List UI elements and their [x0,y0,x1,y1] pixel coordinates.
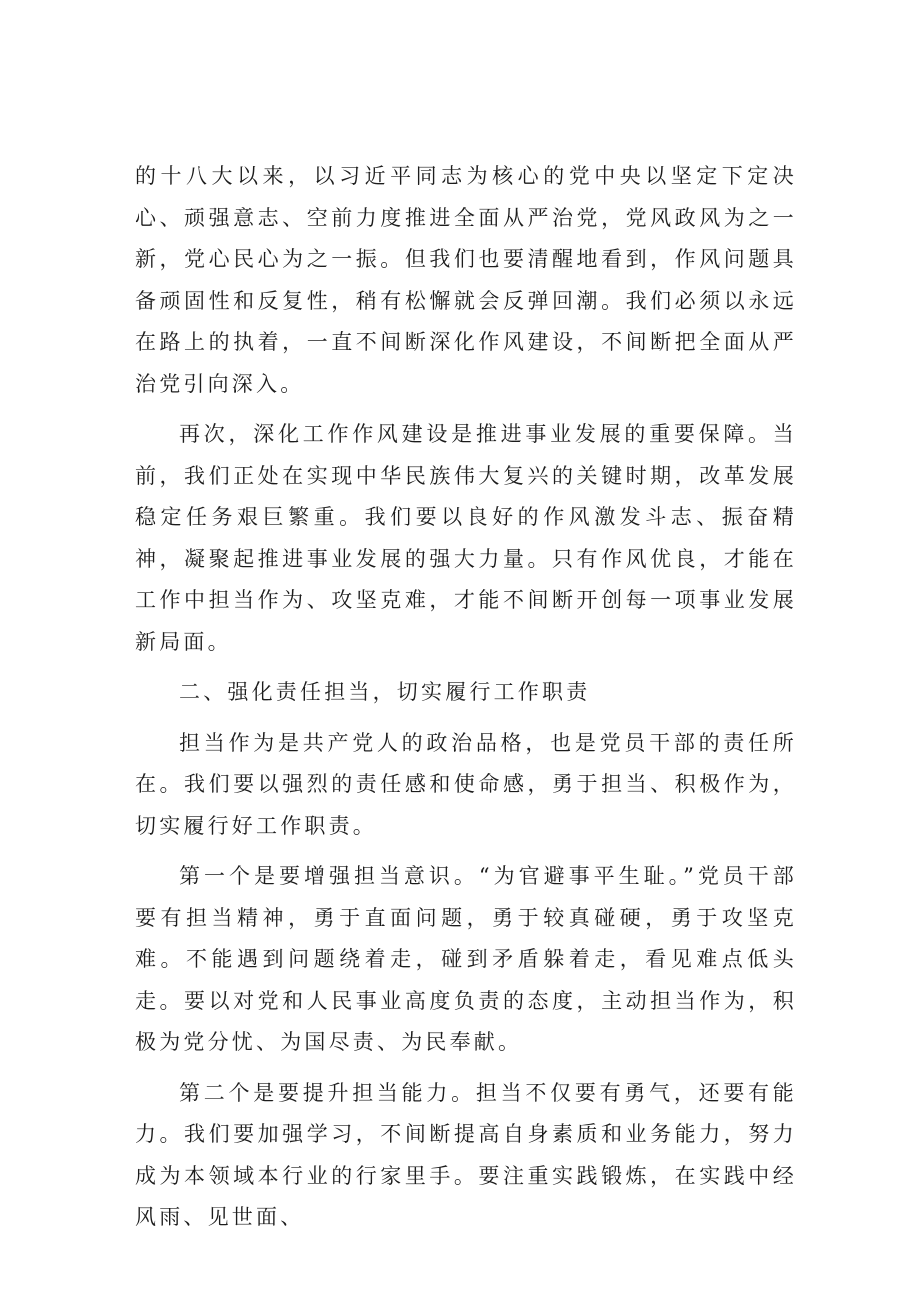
paragraph-continuation: 的十八大以来，以习近平同志为核心的党中央以坚定下定决心、顽强意志、空前力度推进全面从严治党，党风政风为之一新，党心民心为之一振。但我们也要清醒地看到，作风问题具备顽固性和反复性，稍有松懈就会反弹回潮。我们必须以永远在路上的执着，一直不间断深化作风建设，不间断把全面从严治党引向深入。 [135,164,797,396]
paragraph-awareness: 第一个是要增强担当意识。“为官避事平生耻。”党员干部要有担当精神，勇于直面问题，勇于较真碰硬，勇于攻坚克难。不能遇到问题绕着走，碰到矛盾躲着走，看见难点低头走。要以对党和人民事业高度负责的态度，主动担当作为，积极为党分忧、为国尽责、为民奉献。 [135,864,797,1054]
paragraph-work-style-guarantee: 再次，深化工作作风建设是推进事业发展的重要保障。当前，我们正处在实现中华民族伟大复兴的关键时期，改革发展稳定任务艰巨繁重。我们要以良好的作风激发斗志、振奋精神，凝聚起推进事业发展的强大力量。只有作风优良，才能在工作中担当作为、攻坚克难，才能不间断开创每一项事业发展新局面。 [135,422,797,654]
paragraph-ability: 第二个是要提升担当能力。担当不仅要有勇气，还要有能力。我们要加强学习，不间断提高自身素质和业务能力，努力成为本领域本行业的行家里手。要注重实践锻炼，在实践中经风雨、见世面、 [135,1080,797,1229]
paragraph-responsibility-intro: 担当作为是共产党人的政治品格，也是党员干部的责任所在。我们要以强烈的责任感和使命感，勇于担当、积极作为，切实履行好工作职责。 [135,730,797,838]
section-heading-responsibility: 二、强化责任担当，切实履行工作职责 [179,680,591,704]
document-body [135,156,797,1248]
